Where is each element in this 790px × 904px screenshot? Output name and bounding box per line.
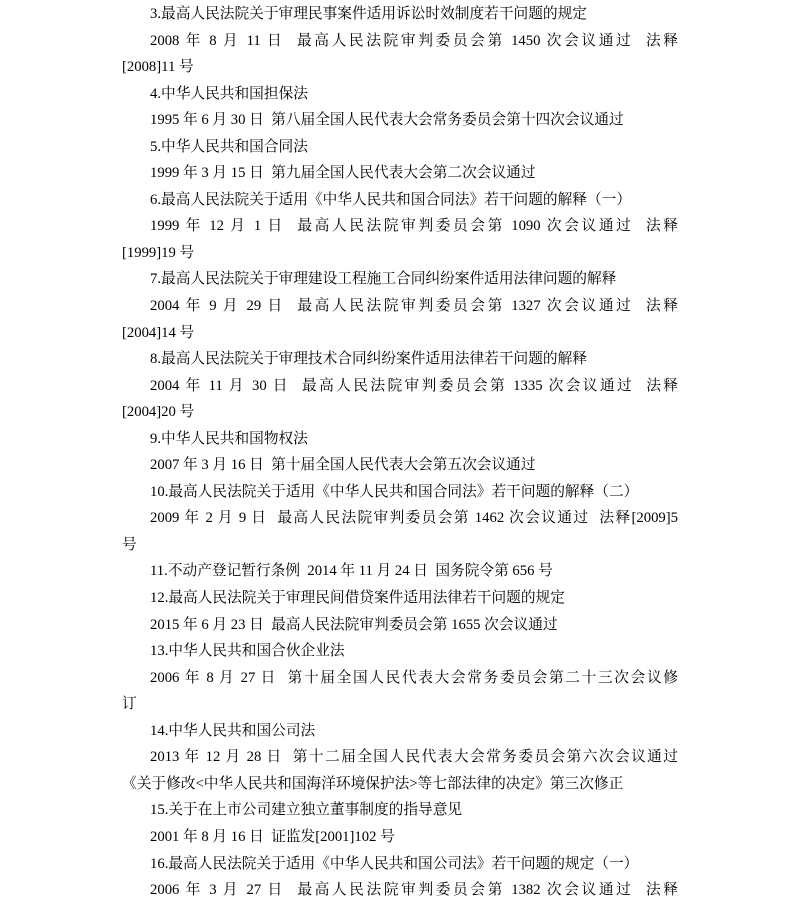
entry-title-line: 5.中华人民共和国合同法 xyxy=(150,138,308,155)
entry-title-line: 8.最高人民法院关于审理技术合同纠纷案件适用法律若干问题的解释 xyxy=(150,351,587,368)
entry-title-line: 3.最高人民法院关于审理民事案件适用诉讼时效制度若干问题的规定 xyxy=(150,6,587,22)
continuation-line: 《关于修改<中华人民共和国海洋环境保护法>等七部法律的决定》第三次修正 xyxy=(122,775,624,792)
enactment-info-line: 1999 年 3 月 15 日 第九届全国人民代表大会第二次会议通过 xyxy=(150,165,536,182)
enactment-info-line: 1995 年 6 月 30 日 第八届全国人民代表大会常务委员会第十四次会议通过 xyxy=(150,112,624,129)
legal-reference-list xyxy=(122,1,678,904)
entry-title-line: 9.中华人民共和国物权法 xyxy=(150,430,308,447)
entry-title-line: 16.最高人民法院关于适用《中华人民共和国公司法》若干问题的规定（一） xyxy=(150,855,639,872)
entry-title-line: 15.关于在上市公司建立独立董事制度的指导意见 xyxy=(150,802,463,819)
continuation-line: 号 xyxy=(122,536,137,553)
enactment-info-line: 2013 年 12 月 28 日 第十二届全国人民代表大会常务委员会第六次会议通过 xyxy=(150,749,678,766)
enactment-info-line: 2009 年 2 月 9 日 最高人民法院审判委员会第 1462 次会议通过 法释[2009]5 xyxy=(150,510,678,527)
enactment-info-line: 2006 年 8 月 27 日 第十届全国人民代表大会常务委员会第二十三次会议修 xyxy=(150,669,678,686)
enactment-info-line: 2008 年 8 月 11 日 最高人民法院审判委员会第 1450 次会议通过 法释 xyxy=(150,32,678,49)
continuation-line: [2004]20 号 xyxy=(122,404,195,421)
continuation-line: [2008]11 号 xyxy=(122,59,194,76)
entry-title-line: 4.中华人民共和国担保法 xyxy=(150,85,308,102)
enactment-info-line: 2004 年 11 月 30 日 最高人民法院审判委员会第 1335 次会议通过 法释 xyxy=(150,377,678,394)
enactment-info-line: 2001 年 8 月 16 日 证监发[2001]102 号 xyxy=(150,828,395,845)
enactment-info-line: 2015 年 6 月 23 日 最高人民法院审判委员会第 1655 次会议通过 xyxy=(150,616,558,633)
entry-title-line: 10.最高人民法院关于适用《中华人民共和国合同法》若干问题的解释（二） xyxy=(150,483,639,500)
entry-title-line: 14.中华人民共和国公司法 xyxy=(150,722,316,739)
continuation-line: [2004]14 号 xyxy=(122,324,195,341)
enactment-info-line: 1999 年 12 月 1 日 最高人民法院审判委员会第 1090 次会议通过 法释 xyxy=(150,218,678,235)
enactment-info-line: 2006 年 3 月 27 日 最高人民法院审判委员会第 1382 次会议通过 法释 xyxy=(150,882,678,899)
entry-title-line: 7.最高人民法院关于审理建设工程施工合同纠纷案件适用法律问题的解释 xyxy=(150,271,617,288)
continuation-line: 订 xyxy=(122,696,137,713)
entry-title-line: 13.中华人民共和国合伙企业法 xyxy=(150,643,345,660)
entry-title-line: 11.不动产登记暂行条例 2014 年 11 月 24 日 国务院令第 656 号 xyxy=(150,563,553,580)
entry-title-line: 12.最高人民法院关于审理民间借贷案件适用法律若干问题的规定 xyxy=(150,590,565,607)
continuation-line: [1999]19 号 xyxy=(122,244,195,261)
entry-title-line: 6.最高人民法院关于适用《中华人民共和国合同法》若干问题的解释（一） xyxy=(150,191,632,208)
enactment-info-line: 2007 年 3 月 16 日 第十届全国人民代表大会第五次会议通过 xyxy=(150,457,536,474)
enactment-info-line: 2004 年 9 月 29 日 最高人民法院审判委员会第 1327 次会议通过 法释 xyxy=(150,298,678,315)
